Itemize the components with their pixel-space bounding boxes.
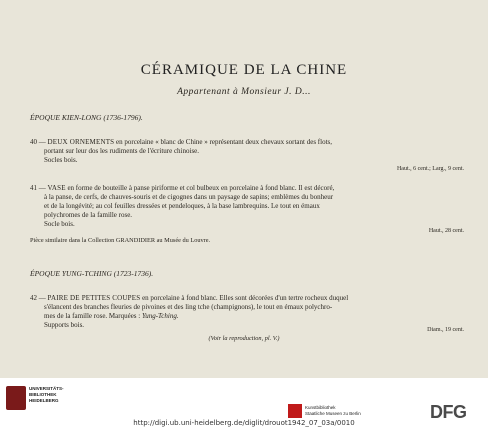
entry-text: à la panse, de cerfs, de chauves-souris et de cigognes dans un paysage de sapins; emblèmes du bonheur: [44, 192, 334, 201]
plate-reference: (Voir la reproduction, pl. V.): [208, 335, 280, 342]
university-seal-icon: [6, 386, 26, 410]
entry-number: 40: [30, 138, 37, 146]
entry-lead: PAIRE DE PETITES COUPES: [47, 294, 141, 302]
entry-text: s'élancent des branches fleuries de pivoines et des ling tche (champignons), le tout en émaux polychro-: [44, 302, 333, 311]
page-subtitle: Appartenant à Monsieur J. D...: [177, 87, 311, 97]
kunstbibliothek-logo[interactable]: [288, 404, 368, 420]
entry-text: en forme de bouteille à panse piriforme et col bulbeux en porcelaine à fond blanc. Il est décoré,: [65, 184, 335, 192]
collection-note: Pièce similaire dans la Collection GRANDIDIER au Musée du Louvre.: [30, 237, 211, 244]
university-name-line: HEIDELBERG: [29, 398, 59, 403]
epoch-label: ÉPOQUE YUNG-TCHING: [30, 269, 112, 278]
museum-name-line: Kunstbibliothek: [305, 405, 336, 410]
museum-name-line: Staatliche Museen zu Berlin: [305, 410, 361, 416]
entry-dimensions: Haut., 28 cent.: [428, 228, 464, 234]
entry-lead: DEUX ORNEMENTS: [47, 138, 115, 146]
museum-mark-icon: [288, 404, 302, 418]
entry-dimensions: Diam., 19 cent.: [427, 327, 464, 333]
entry-text: et de la longévité; au col feuilles dressées et pendeloques, à la base lambrequins. Le tout en émaux: [44, 201, 320, 210]
entry-lead: VASE: [47, 184, 66, 192]
entry-text: portant sur leur dos les rudiments de l'écriture chinoise.: [44, 146, 200, 155]
dfg-logo[interactable]: DFG: [430, 402, 467, 422]
permalink-url[interactable]: http://digi.ub.uni-heidelberg.de/diglit/drouot1942_07_03a/0010: [133, 419, 355, 427]
page-title: CÉRAMIQUE DE LA CHINE: [140, 62, 348, 78]
entry-number: 41: [30, 184, 37, 192]
epoch-heading-yung-tching: [30, 269, 153, 278]
entry-text: en porcelaine « blanc de Chine » représentant deux chevaux sortant des flots,: [114, 138, 332, 146]
epoch-dates: (1736-1796).: [103, 113, 143, 122]
catalog-entry-40: 40 — DEUX ORNEMENTS en porcelaine « blanc de Chine » représentant deux chevaux sortant des flots, portant sur leur dos les rudiments de l'écriture chinoise. Socles bois.: [30, 138, 465, 165]
epoch-dates: (1723-1736).: [113, 269, 154, 278]
entry-socle: Socles bois.: [44, 155, 78, 164]
epoch-heading-kien-long: [30, 113, 143, 122]
entry-text: polychromes de la famille rose.: [44, 210, 133, 219]
catalog-entry-42: 42 — PAIRE DE PETITES COUPES en porcelaine à fond blanc. Elles sont décorées d'un tertre rocheux duquel s'élancent des branches fleuries de pivoines et des ling tche (champignons), le tout en émaux polychro- mes de la famille rose. Marquées : Yung-Tching. Supports bois.: [30, 294, 465, 330]
entry-mark: Yung-Tching.: [141, 311, 179, 320]
entry-number: 42: [30, 294, 37, 302]
entry-text: mes de la famille rose. Marquées :: [44, 311, 142, 320]
epoch-label: ÉPOQUE KIEN-LONG: [30, 113, 102, 122]
university-name-line: UNIVERSITÄTS-: [29, 386, 64, 391]
entry-dimensions: Haut., 6 cent.; Larg., 9 cent.: [396, 166, 464, 172]
viewer-footer: [0, 378, 488, 430]
entry-text: en porcelaine à fond blanc. Elles sont décorées d'un tertre rocheux duquel: [140, 294, 349, 302]
entry-socle: Socle bois.: [44, 219, 75, 228]
university-name-line: BIBLIOTHEK: [29, 392, 57, 397]
university-library-logo[interactable]: [6, 384, 68, 416]
entry-socle: Supports bois.: [44, 320, 85, 329]
catalog-entry-41: 41 — VASE en forme de bouteille à panse piriforme et col bulbeux en porcelaine à fond blanc. Il est décoré, à la panse, de cerfs, de chauves-souris et de cigognes dans un paysage de sapins; emblèmes du bonheur et de la longévité; au col feuilles dressées et pendeloques, à la base lambrequins. Le tout en émaux polychromes de la famille rose. Socle bois.: [30, 184, 465, 229]
